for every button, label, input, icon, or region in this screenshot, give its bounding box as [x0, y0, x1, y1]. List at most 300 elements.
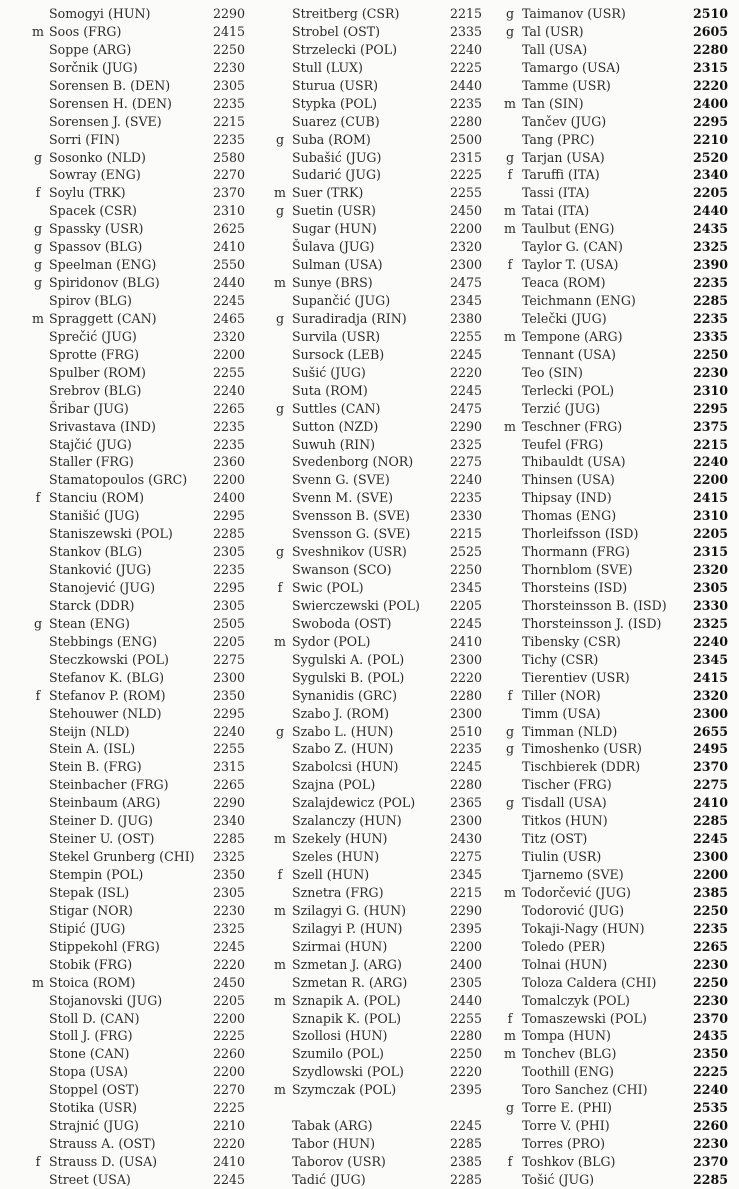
player-name: Somogyi (HUN) [49, 6, 151, 21]
player-name: Thormann (FRG) [522, 544, 630, 560]
player-name: Thorleifsson (ISD) [522, 526, 639, 542]
player-rating: 2315 [693, 544, 729, 560]
player-rating: 2360 [213, 454, 246, 470]
player-name: Szeles (HUN) [292, 849, 380, 865]
player-rating: 2220 [213, 1136, 246, 1152]
player-name: Sunye (BRS) [292, 275, 373, 291]
player-row [0, 184, 739, 202]
player-rating: 2250 [450, 1046, 483, 1062]
player-rating: 2205 [213, 633, 246, 649]
player-row [0, 220, 739, 238]
player-rating: 2230 [693, 992, 729, 1008]
player-row [0, 1135, 739, 1153]
player-name: Steinbaum (ARG) [49, 795, 161, 811]
player-rating: 2535 [693, 1100, 729, 1116]
player-name: Spraggett (CAN) [49, 310, 157, 326]
player-title: m [274, 902, 286, 918]
player-name: Stanojević (JUG) [49, 580, 155, 595]
player-rating: 2500 [450, 131, 483, 147]
player-name: Svedenborg (NOR) [292, 454, 414, 470]
player-rating: 2285 [693, 813, 729, 829]
player-name: Szabo Z. (HUN) [292, 741, 394, 757]
player-name: Sudarić (JUG) [292, 167, 381, 183]
player-name: Tatai (ITA) [522, 203, 590, 219]
player-name: Szabo L. (HUN) [292, 723, 394, 739]
player-name: Taulbut (ENG) [522, 221, 615, 237]
player-rating: 2235 [213, 418, 246, 434]
player-rating: 2240 [693, 454, 729, 470]
player-rating: 2285 [693, 1171, 729, 1187]
player-rating: 2245 [213, 293, 246, 308]
player-title: g [33, 221, 43, 237]
player-title: g [505, 795, 515, 811]
player-rating: 2625 [213, 221, 246, 237]
player-name: Spulber (ROM) [49, 364, 146, 380]
player-name: Stepak (ISL) [49, 884, 130, 900]
player-name: Tabor (HUN) [292, 1136, 376, 1152]
player-rating: 2305 [213, 597, 246, 613]
player-rating: 2215 [450, 526, 483, 542]
player-rating: 2435 [693, 221, 729, 237]
player-rating: 2450 [450, 203, 483, 219]
player-rating: 2285 [450, 1171, 483, 1187]
player-rating: 2225 [450, 59, 483, 75]
player-rating: 2230 [693, 1136, 729, 1152]
player-title: f [35, 185, 41, 201]
player-name: Stein A. (ISL) [49, 741, 136, 757]
player-rating: 2305 [213, 544, 246, 560]
player-title: m [504, 328, 516, 344]
player-rating: 2550 [213, 257, 246, 273]
player-rating: 2315 [693, 59, 729, 75]
player-rating: 2390 [693, 257, 729, 273]
player-title: m [504, 221, 516, 237]
player-name: Timoshenko (USR) [522, 741, 642, 757]
player-rating: 2280 [450, 687, 483, 703]
player-title: g [275, 723, 285, 739]
player-row [0, 507, 739, 525]
player-row [0, 956, 739, 974]
player-rating: 2365 [450, 795, 483, 811]
player-rating: 2295 [213, 705, 246, 721]
player-rating: 2335 [693, 328, 729, 344]
player-name: Street (USA) [49, 1171, 131, 1187]
player-rating: 2410 [450, 633, 483, 649]
player-name: Terzić (JUG) [522, 400, 601, 416]
player-title: m [504, 418, 516, 434]
player-name: Tichy (CSR) [522, 651, 599, 667]
player-name: Teschner (FRG) [522, 418, 623, 434]
player-rating: 2205 [693, 526, 729, 542]
player-rating: 2255 [450, 185, 483, 201]
player-rating: 2495 [693, 741, 729, 757]
player-name: Tisdall (USA) [522, 795, 607, 811]
player-name: Torres (PRO) [522, 1136, 606, 1152]
player-name: Tarjan (USA) [522, 149, 605, 165]
player-name: Speelman (ENG) [49, 257, 157, 273]
player-name: Suer (TRK) [292, 185, 364, 201]
player-rating: 2210 [213, 1118, 246, 1134]
player-name: Taruffi (ITA) [522, 167, 600, 183]
player-rating: 2255 [213, 741, 246, 757]
player-name: Szalajdewicz (POL) [292, 795, 416, 811]
player-row [0, 866, 739, 884]
player-title: m [504, 95, 516, 111]
player-rating: 2450 [213, 974, 246, 990]
player-rating: 2345 [693, 651, 729, 667]
player-name: Tompa (HUN) [522, 1028, 611, 1044]
player-rating: 2230 [693, 956, 729, 972]
player-rating: 2270 [213, 167, 246, 183]
player-name: Sznapik A. (POL) [292, 992, 401, 1008]
player-rating: 2505 [213, 615, 246, 631]
player-rating: 2475 [450, 275, 483, 291]
player-name: Thinsen (USA) [522, 472, 615, 488]
player-rating: 2300 [693, 849, 729, 865]
player-title: g [33, 615, 43, 631]
player-rating: 2330 [450, 508, 483, 524]
player-name: Tabak (ARG) [292, 1118, 373, 1134]
player-rating: 2310 [693, 508, 729, 524]
player-rating: 2350 [213, 867, 246, 882]
player-name: Teufel (FRG) [522, 436, 604, 452]
player-row [0, 292, 739, 310]
player-row [0, 77, 739, 95]
player-rating: 2275 [450, 454, 483, 470]
player-title: g [505, 1100, 515, 1116]
player-name: Taimanov (USR) [522, 6, 626, 21]
player-rating: 2350 [213, 687, 246, 703]
player-rating: 2345 [450, 867, 483, 882]
player-name: Tokaji-Nagy (HUN) [522, 920, 645, 936]
player-rating: 2280 [450, 1028, 483, 1044]
player-name: Soos (FRG) [49, 23, 122, 39]
player-row [0, 705, 739, 723]
player-name: Srivastava (IND) [49, 418, 156, 434]
player-name: Toshkov (BLG) [522, 1154, 616, 1169]
player-name: Sugar (HUN) [292, 221, 377, 237]
player-name: Terlecki (POL) [522, 382, 615, 398]
player-rating: 2240 [693, 633, 729, 649]
player-name: Stoll D. (CAN) [49, 1010, 140, 1026]
player-row [0, 382, 739, 400]
player-name: Szilagyi P. (HUN) [292, 920, 403, 936]
player-rating: 2285 [213, 831, 246, 847]
player-rating: 2300 [450, 705, 483, 721]
player-rating: 2235 [213, 436, 246, 452]
player-title: m [504, 884, 516, 900]
player-name: Synanidis (GRC) [292, 687, 398, 703]
player-name: Stefanov P. (ROM) [49, 687, 166, 703]
player-row [0, 848, 739, 866]
player-name: Titkos (HUN) [522, 813, 608, 829]
player-rating: 2260 [213, 1046, 246, 1062]
player-rating: 2260 [693, 1118, 729, 1134]
player-title: m [274, 185, 286, 201]
player-rating: 2295 [213, 580, 246, 595]
player-rating: 2235 [450, 490, 483, 506]
player-rating: 2250 [450, 562, 483, 578]
player-name: Tierentiev (USR) [522, 669, 630, 685]
player-name: Svenn G. (SVE) [292, 472, 390, 488]
player-row [0, 597, 739, 615]
player-name: Soylu (TRK) [49, 185, 126, 201]
player-row [0, 669, 739, 687]
player-title: g [33, 239, 43, 255]
player-rating: 2240 [693, 1082, 729, 1098]
player-rating: 2305 [693, 580, 729, 595]
player-rating: 2300 [213, 669, 246, 685]
player-rating: 2210 [693, 131, 729, 147]
player-rating: 2240 [213, 723, 246, 739]
player-name: Stempin (POL) [49, 867, 144, 882]
player-name: Starck (DDR) [49, 597, 135, 613]
player-rating: 2235 [213, 562, 246, 578]
player-rating: 2440 [450, 77, 483, 93]
player-name: Stean (ENG) [49, 615, 130, 631]
player-name: Toledo (PER) [522, 938, 606, 954]
player-name: Stebbings (ENG) [49, 633, 158, 649]
player-name: Szirmai (HUN) [292, 938, 388, 954]
player-name: Tan (SIN) [522, 95, 584, 111]
player-rating: 2200 [693, 867, 729, 882]
player-name: Šribar (JUG) [49, 400, 129, 416]
player-rating: 2395 [450, 920, 483, 936]
player-row [0, 543, 739, 561]
player-name: Tiller (NOR) [522, 687, 601, 703]
player-name: Szabolcsi (HUN) [292, 759, 399, 775]
player-name: Sorri (FIN) [49, 131, 120, 147]
player-rating: 2200 [213, 472, 246, 488]
player-row [0, 23, 739, 41]
player-name: Sowray (ENG) [49, 167, 141, 183]
player-rating: 2310 [213, 203, 246, 219]
player-rating: 2245 [450, 615, 483, 631]
player-rating: 2410 [213, 239, 246, 255]
player-rating: 2240 [213, 382, 246, 398]
player-row [0, 59, 739, 77]
player-name: Timm (USA) [522, 705, 601, 721]
player-rating: 2325 [450, 436, 483, 452]
player-name: Thomas (ENG) [522, 508, 617, 524]
player-name: Thipsay (IND) [522, 490, 612, 506]
player-rating: 2310 [693, 382, 729, 398]
player-name: Supančić (JUG) [292, 293, 391, 308]
player-title: m [504, 1028, 516, 1044]
player-title: m [32, 310, 44, 326]
player-name: Soppe (ARG) [49, 41, 132, 57]
player-rating: 2410 [213, 1154, 246, 1169]
player-rating: 2270 [213, 1082, 246, 1098]
player-name: Tančev (JUG) [522, 113, 607, 129]
player-name: Szmetan R. (ARG) [292, 974, 408, 990]
player-rating: 2235 [693, 920, 729, 936]
player-rating: 2295 [693, 400, 729, 416]
player-row [0, 1117, 739, 1135]
player-name: Stipić (JUG) [49, 920, 126, 936]
player-rating: 2335 [450, 23, 483, 39]
player-name: Sturua (USR) [292, 77, 378, 93]
player-name: Sorensen H. (DEN) [49, 95, 172, 111]
player-rating: 2215 [693, 436, 729, 452]
player-name: Streitberg (CSR) [292, 6, 400, 21]
player-row [0, 95, 739, 113]
player-row [0, 1045, 739, 1063]
player-name: Tibensky (CSR) [522, 633, 621, 649]
player-rating: 2320 [450, 239, 483, 255]
player-rating: 2245 [450, 382, 483, 398]
player-name: Tonchev (BLG) [522, 1046, 617, 1062]
player-name: Stojanovski (JUG) [49, 992, 163, 1008]
player-title: m [504, 1046, 516, 1062]
player-name: Torre E. (PHI) [522, 1100, 612, 1116]
player-rating: 2370 [693, 759, 729, 775]
player-rating: 2255 [450, 328, 483, 344]
player-rating: 2285 [450, 1136, 483, 1152]
player-row [0, 238, 739, 256]
player-rating: 2380 [450, 310, 483, 326]
player-rating: 2280 [450, 113, 483, 129]
player-rating: 2265 [693, 938, 729, 954]
player-rating: 2340 [693, 167, 729, 183]
player-row [0, 992, 739, 1010]
player-row [0, 274, 739, 292]
player-name: Tošić (JUG) [522, 1171, 595, 1187]
player-name: Svenn M. (SVE) [292, 490, 394, 506]
player-rating: 2325 [693, 239, 729, 255]
player-rating: 2375 [693, 418, 729, 434]
player-rating: 2245 [213, 938, 246, 954]
player-rating: 2250 [693, 902, 729, 918]
player-name: Sprečić (JUG) [49, 328, 137, 344]
player-rating: 2245 [450, 1118, 483, 1134]
player-title: g [33, 275, 43, 291]
player-name: Thorsteinsson B. (ISD) [522, 597, 667, 613]
player-rating: 2305 [213, 77, 246, 93]
player-name: Swanson (SCO) [292, 562, 392, 578]
player-name: Tennant (USA) [522, 346, 616, 362]
player-name: Tischer (FRG) [522, 777, 612, 793]
player-rating: 2215 [450, 884, 483, 900]
player-rating: 2230 [213, 59, 246, 75]
column-3 [0, 5, 739, 1189]
player-rating: 2295 [693, 113, 729, 129]
player-row [0, 830, 739, 848]
player-row [0, 938, 739, 956]
player-name: Sygulski A. (POL) [292, 651, 405, 667]
player-rating: 2300 [450, 813, 483, 829]
player-row [0, 113, 739, 131]
player-rating: 2255 [450, 1010, 483, 1026]
player-row [0, 310, 739, 328]
player-name: Szajna (POL) [292, 777, 376, 793]
player-name: Strzelecki (POL) [292, 41, 397, 57]
player-name: Suradiradja (RIN) [292, 310, 407, 326]
player-row [0, 687, 739, 705]
player-name: Sušić (JUG) [292, 364, 366, 380]
player-rating: 2240 [450, 472, 483, 488]
player-name: Tall (USA) [522, 41, 588, 57]
player-name: Staller (FRG) [49, 454, 134, 470]
player-rating: 2295 [213, 508, 246, 524]
player-rating: 2245 [213, 1171, 246, 1187]
player-row [0, 346, 739, 364]
player-row [0, 149, 739, 167]
player-rating: 2220 [450, 1064, 483, 1080]
player-rating: 2245 [693, 831, 729, 847]
player-name: Stippekohl (FRG) [49, 938, 160, 954]
player-name: Stoppel (OST) [49, 1082, 140, 1098]
player-name: Suttles (CAN) [292, 400, 381, 416]
player-rating: 2275 [450, 849, 483, 865]
player-name: Steiner U. (OST) [49, 831, 155, 847]
player-rating: 2225 [213, 1100, 246, 1116]
player-rating: 2290 [450, 418, 483, 434]
player-rating: 2240 [450, 41, 483, 57]
player-rating: 2510 [450, 723, 483, 739]
player-name: Tamargo (USA) [522, 59, 621, 75]
player-row [0, 920, 739, 938]
player-row [0, 633, 739, 651]
player-rating: 2440 [693, 203, 729, 219]
player-name: Sursock (LEB) [292, 346, 385, 362]
player-name: Tal (USR) [522, 23, 584, 39]
player-name: Stypka (POL) [292, 95, 377, 111]
player-name: Spassky (USR) [49, 221, 144, 237]
player-name: Sulman (USA) [292, 257, 383, 273]
player-rating: 2305 [450, 974, 483, 990]
player-name: Survila (USR) [292, 328, 380, 344]
player-rating: 2315 [450, 149, 483, 165]
player-rating: 2290 [213, 6, 246, 21]
player-row [0, 884, 739, 902]
player-name: Taborov (USR) [292, 1154, 386, 1169]
player-title: g [275, 131, 285, 147]
player-name: Stanciu (ROM) [49, 490, 145, 506]
player-name: Szymczak (POL) [292, 1082, 397, 1098]
player-row [0, 256, 739, 274]
player-rating: 2320 [213, 328, 246, 344]
player-name: Stopa (USA) [49, 1064, 129, 1080]
player-name: Stamatopoulos (GRC) [49, 472, 188, 488]
player-title: m [274, 275, 286, 291]
player-row [0, 489, 739, 507]
player-name: Thorsteins (ISD) [522, 580, 628, 595]
player-name: Stefanov K. (BLG) [49, 669, 165, 685]
player-row [0, 740, 739, 758]
player-name: Stone (CAN) [49, 1046, 130, 1062]
player-row [0, 1099, 739, 1117]
player-rating: 2280 [450, 777, 483, 793]
player-rating: 2225 [693, 1064, 729, 1080]
player-title: m [274, 831, 286, 847]
player-name: Sznetra (FRG) [292, 884, 384, 900]
player-title: f [507, 257, 513, 273]
player-row [0, 758, 739, 776]
player-title: g [505, 149, 515, 165]
player-row [0, 723, 739, 741]
player-name: Strauss D. (USA) [49, 1154, 158, 1169]
player-rating: 2305 [213, 884, 246, 900]
player-rating: 2230 [213, 902, 246, 918]
player-row [0, 1010, 739, 1028]
player-rating: 2320 [693, 687, 729, 703]
player-rating: 2200 [213, 1064, 246, 1080]
player-title: f [507, 1010, 513, 1026]
player-row [0, 41, 739, 59]
player-row [0, 5, 739, 23]
player-rating: 2510 [693, 6, 729, 21]
